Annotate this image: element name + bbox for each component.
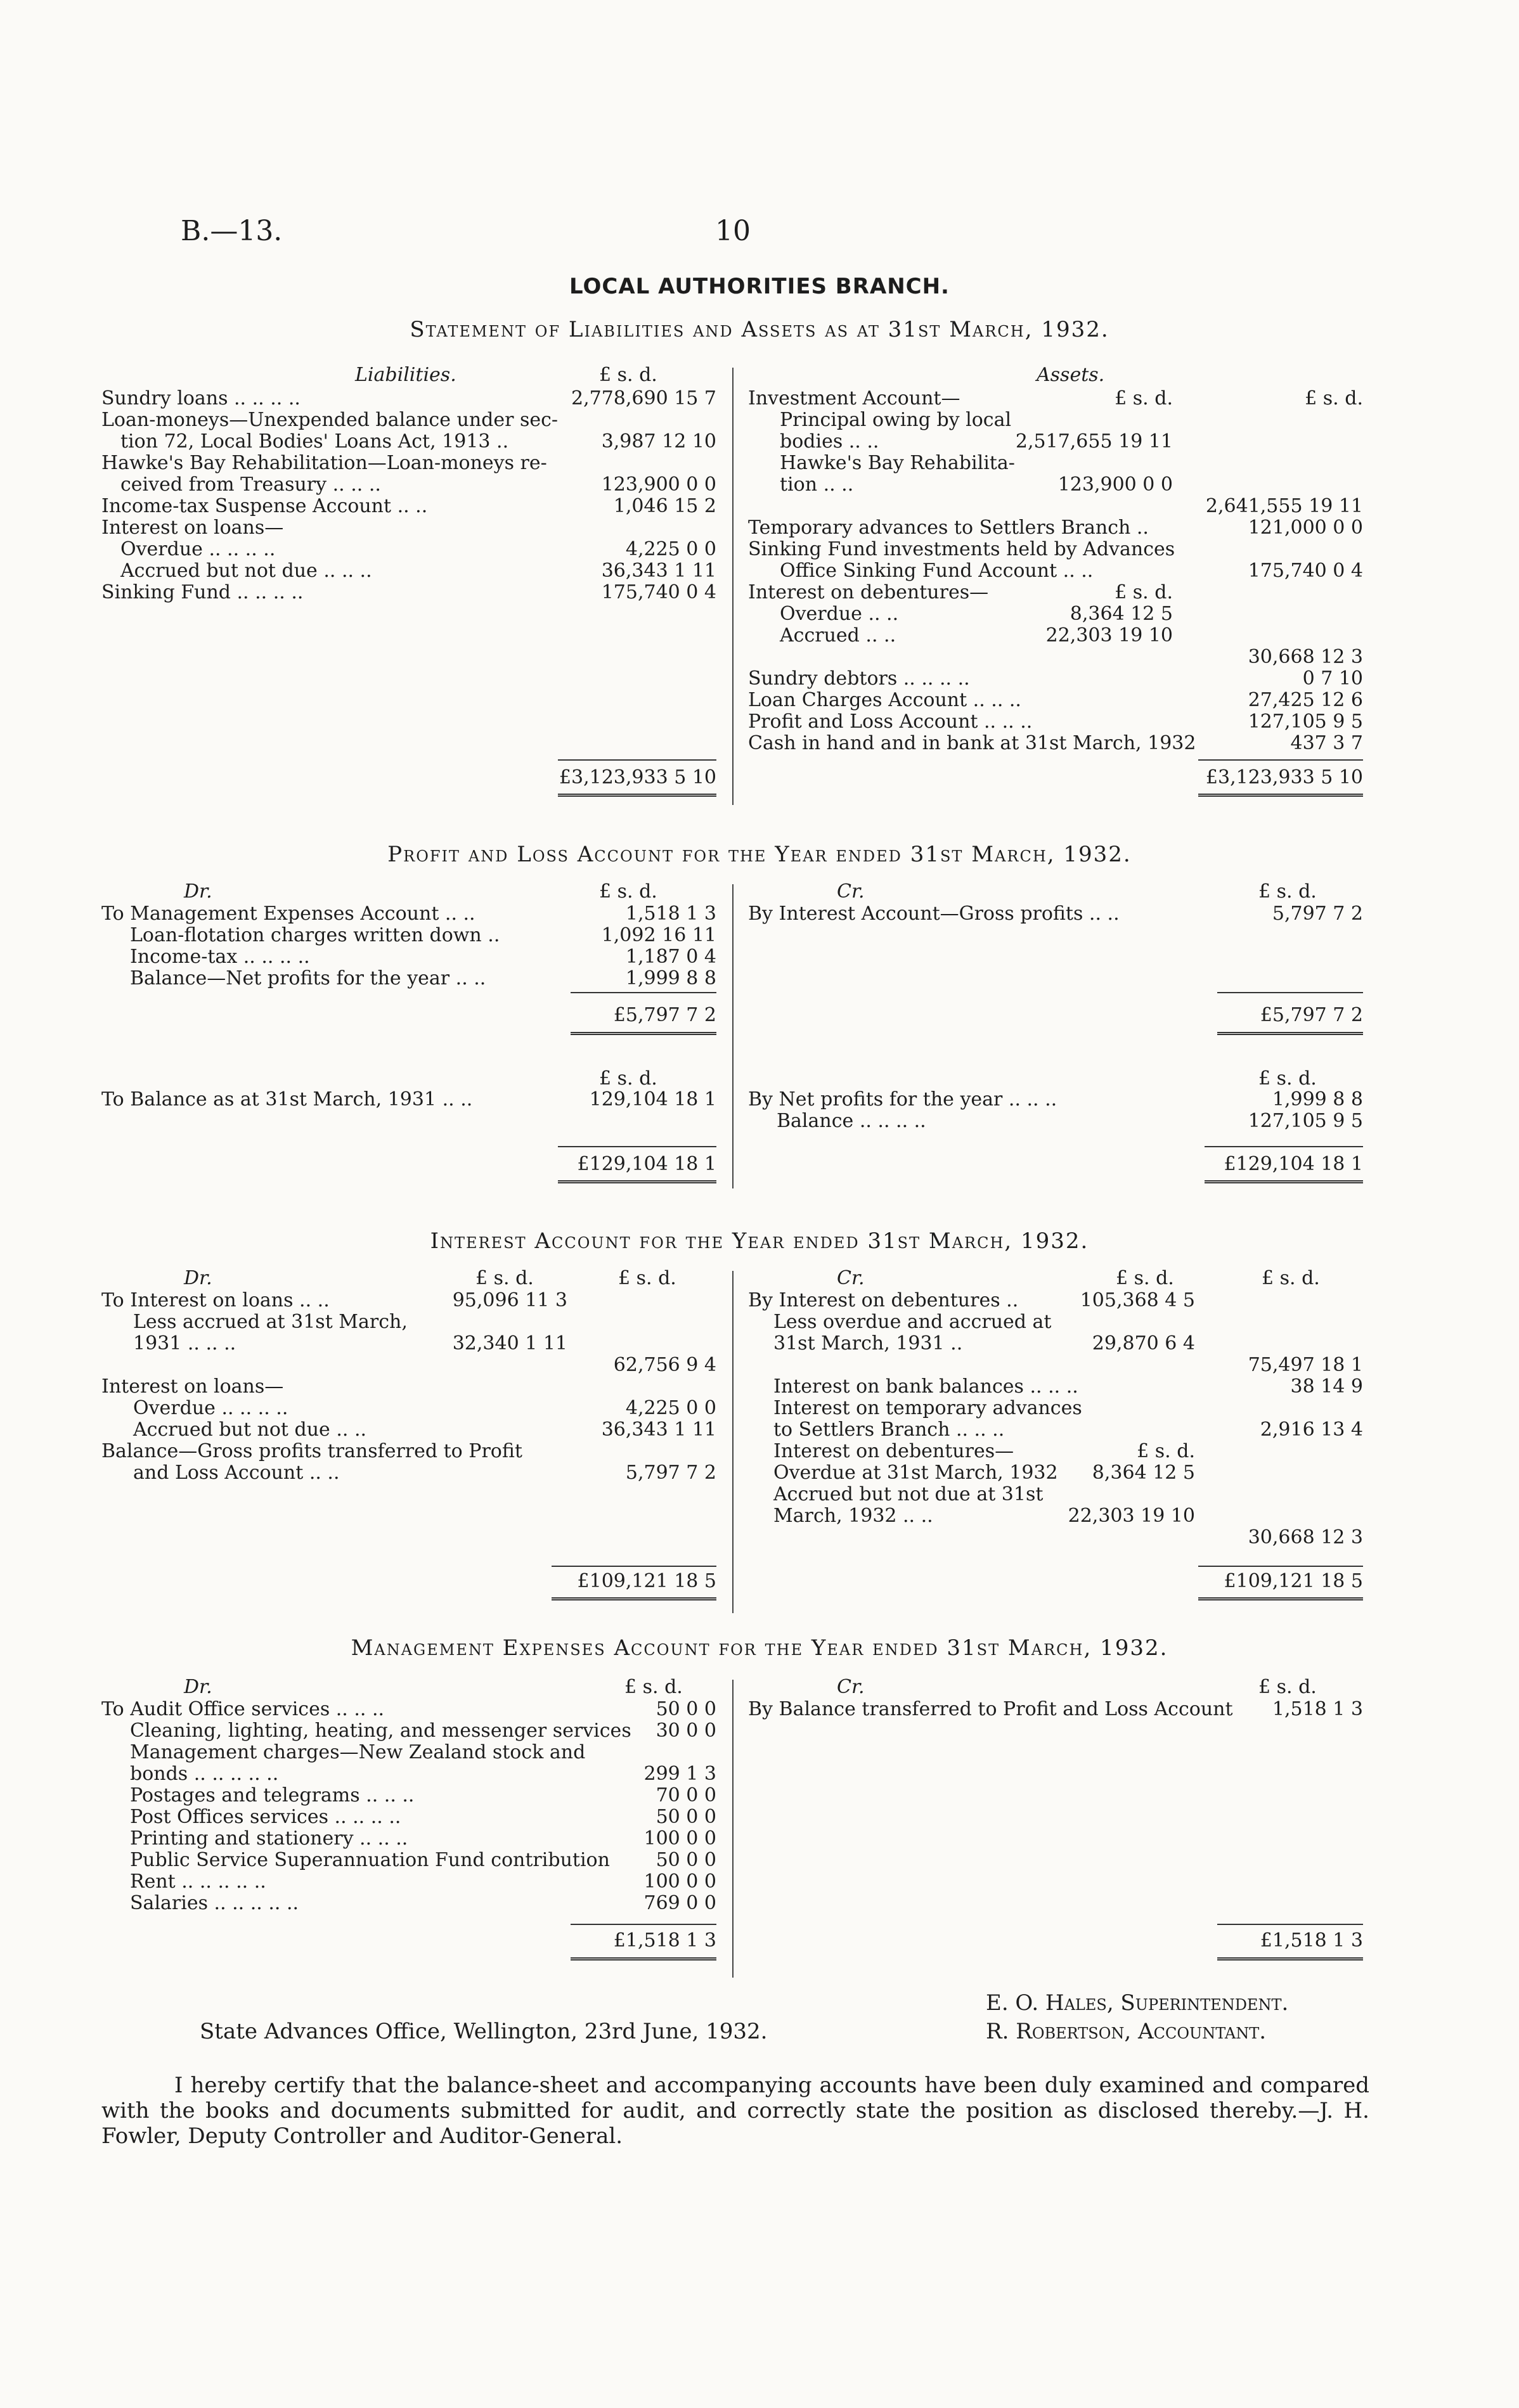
row-amount: 62,756 9 4 <box>613 1354 716 1376</box>
mgmt-total-left: £1,518 1 3 <box>613 1929 716 1952</box>
row-amount: 100 0 0 <box>643 1827 716 1850</box>
row-label: Balance—Net profits for the year .. .. <box>130 967 486 989</box>
row-amount: 50 0 0 <box>656 1849 716 1871</box>
rule <box>1205 1180 1363 1183</box>
ledger-row <box>748 733 1363 754</box>
row-label: Loan Charges Account .. .. .. <box>748 689 1021 711</box>
interest-divider <box>732 1271 734 1613</box>
statement-title: Statement of Liabilities and Assets as at 31st March, 1932. <box>410 317 1109 342</box>
ledger-row <box>101 1419 716 1441</box>
ledger-row <box>101 1763 716 1785</box>
mgmt-lsd-left: £ s. d. <box>624 1676 683 1698</box>
row-label: 1931 .. .. .. <box>133 1332 236 1355</box>
ledger-row <box>748 1311 1363 1333</box>
row-label: Public Service Superannuation Fund contribution <box>130 1849 610 1871</box>
row-label: Printing and stationery .. .. .. <box>130 1827 408 1850</box>
row-label: Profit and Loss Account .. .. .. <box>748 711 1033 733</box>
row-amount: 769 0 0 <box>643 1892 716 1914</box>
ledger-row <box>748 496 1363 517</box>
row-label: To Balance as at 31st March, 1931 .. .. <box>101 1088 473 1111</box>
ledger-row <box>101 946 716 968</box>
statement-divider <box>732 368 734 805</box>
pl-total-right: £5,797 7 2 <box>1260 1004 1363 1026</box>
ledger-row <box>101 1785 716 1806</box>
row-label: Interest on debentures— <box>773 1440 1014 1462</box>
row-label: To Interest on loans .. .. <box>101 1289 330 1311</box>
row-label: Hawke's Bay Rehabilita- <box>780 452 1015 474</box>
row-amount: 127,105 9 5 <box>1248 711 1363 733</box>
row-label: Balance—Gross profits transferred to Profit <box>101 1440 522 1462</box>
row-label: tion 72, Local Bodies' Loans Act, 1913 .. <box>120 430 509 453</box>
ledger-row <box>101 1398 716 1419</box>
pl2-total-left: £129,104 18 1 <box>577 1153 716 1175</box>
pl-divider <box>732 884 734 1188</box>
rule <box>558 759 716 761</box>
row-amount: 1,999 8 8 <box>625 967 716 989</box>
ledger-row <box>748 388 1363 409</box>
row-amount: 127,105 9 5 <box>1248 1110 1363 1132</box>
ledger-row <box>101 1742 716 1763</box>
row-label: Overdue .. .. <box>780 603 899 625</box>
ledger-row <box>101 539 716 560</box>
row-label: Accrued but not due .. .. <box>133 1419 367 1441</box>
pl-title: Profit and Loss Account for the Year ended 31st March, 1932. <box>387 842 1132 867</box>
row-amount: 1,999 8 8 <box>1272 1088 1363 1111</box>
row-subtotal: 2,517,655 19 11 <box>1015 430 1173 453</box>
ledger-row <box>748 1398 1363 1419</box>
row-label: March, 1932 .. .. <box>773 1505 933 1527</box>
office-date: State Advances Office, Wellington, 23rd June, 1932. <box>200 2019 768 2044</box>
row-amount: 100 0 0 <box>643 1870 716 1893</box>
audit-certificate: I hereby certify that the balance-sheet and accompanying accounts have been duly examined and compared with the books and documents submitted for audit, and correctly state the position as disclosed thereby.—J. H. Fowler, Deputy Controller and Auditor-General. <box>101 2073 1369 2149</box>
ledger-row <box>748 1355 1363 1376</box>
ledger-row <box>101 1720 716 1742</box>
ledger-row <box>748 668 1363 690</box>
interest-lsd-c: £ s. d. <box>1116 1267 1174 1289</box>
rule <box>1217 1924 1363 1925</box>
ledger-row <box>748 1376 1363 1398</box>
row-amount: 36,343 1 11 <box>601 1419 716 1441</box>
row-amount: 123,900 0 0 <box>601 473 716 496</box>
interest-lsd-d: £ s. d. <box>1262 1267 1320 1289</box>
ledger-row <box>101 474 716 496</box>
pl2-total-right: £129,104 18 1 <box>1224 1153 1363 1175</box>
row-label: Sinking Fund .. .. .. .. <box>101 581 304 603</box>
row-subtotal: £ s. d. <box>1115 581 1173 603</box>
rule <box>1217 1032 1363 1035</box>
ledger-row <box>101 1462 716 1484</box>
liabilities-heading: Liabilities. <box>355 364 456 386</box>
pl-lsd-right: £ s. d. <box>1258 880 1317 903</box>
ledger-row <box>101 1699 716 1720</box>
row-subtotal: 22,303 19 10 <box>1045 624 1173 647</box>
row-amount: 5,797 7 2 <box>1272 903 1363 925</box>
row-label: Management charges—New Zealand stock and <box>130 1741 586 1763</box>
ledger-row <box>101 1893 716 1914</box>
row-label: By Balance transferred to Profit and Loss Account <box>748 1698 1233 1720</box>
row-label: Accrued but not due .. .. .. <box>120 560 372 582</box>
ledger-row <box>748 625 1363 647</box>
rule <box>571 992 716 993</box>
mgmt-dr: Dr. <box>184 1676 212 1698</box>
rule <box>558 794 716 797</box>
rule <box>571 1032 716 1035</box>
row-amount: 30 0 0 <box>656 1720 716 1742</box>
ledger-row <box>748 453 1363 474</box>
row-amount: 50 0 0 <box>656 1806 716 1828</box>
interest-total-right: £109,121 18 5 <box>1224 1570 1363 1592</box>
row-label: Interest on bank balances .. .. .. <box>773 1375 1078 1398</box>
ledger-row <box>748 711 1363 733</box>
row-label: By Net profits for the year .. .. .. <box>748 1088 1057 1111</box>
rule <box>1198 1566 1363 1567</box>
mgmt-lsd-right: £ s. d. <box>1258 1676 1317 1698</box>
row-amount: 129,104 18 1 <box>589 1088 716 1111</box>
row-label: Hawke's Bay Rehabilitation—Loan-moneys re- <box>101 452 547 474</box>
row-amount: 30,668 12 3 <box>1248 1526 1363 1548</box>
signature-accountant: R. Robertson, Accountant. <box>986 2019 1267 2044</box>
interest-lsd-a: £ s. d. <box>475 1267 534 1289</box>
row-label: Less overdue and accrued at <box>773 1311 1052 1333</box>
assets-heading: Assets. <box>1037 364 1105 386</box>
ledger-row <box>101 1311 716 1333</box>
ledger-row <box>748 690 1363 711</box>
liabilities-total: £3,123,933 5 10 <box>559 766 716 789</box>
ledger-row <box>748 431 1363 453</box>
row-label: Cash in hand and in bank at 31st March, 1932 <box>748 732 1196 754</box>
row-label: bodies .. .. <box>780 430 879 453</box>
row-label: To Audit Office services .. .. .. <box>101 1698 385 1720</box>
row-label: By Interest Account—Gross profits .. .. <box>748 903 1120 925</box>
row-label: Interest on debentures— <box>748 581 989 603</box>
ledger-row <box>748 409 1363 431</box>
ledger-row <box>101 1355 716 1376</box>
ledger-row <box>101 1871 716 1893</box>
rule <box>552 1597 716 1600</box>
row-amount: 1,187 0 4 <box>625 946 716 968</box>
rule <box>571 1924 716 1925</box>
ledger-row <box>748 1527 1363 1548</box>
row-subtotal: 105,368 4 5 <box>1080 1289 1195 1311</box>
row-amount: 1,518 1 3 <box>625 903 716 925</box>
row-amount: 38 14 9 <box>1290 1375 1363 1398</box>
ledger-row <box>101 1850 716 1871</box>
row-label: Sinking Fund investments held by Advances <box>748 538 1175 560</box>
ledger-row <box>101 517 716 539</box>
ledger-row <box>748 1089 1363 1111</box>
row-amount: 2,778,690 15 7 <box>571 387 716 409</box>
row-label: bonds .. .. .. .. .. <box>130 1763 279 1785</box>
mgmt-divider <box>732 1680 734 1978</box>
row-amount: 4,225 0 0 <box>625 1397 716 1419</box>
row-amount: £ s. d. <box>1305 387 1363 409</box>
row-amount: 437 3 7 <box>1290 732 1363 754</box>
row-amount: 27,425 12 6 <box>1248 689 1363 711</box>
row-label: Income-tax .. .. .. .. <box>130 946 310 968</box>
ledger-row <box>748 1699 1363 1720</box>
row-subtotal: 123,900 0 0 <box>1057 473 1173 496</box>
ledger-row <box>101 1290 716 1311</box>
interest-cr: Cr. <box>837 1267 865 1289</box>
ledger-row <box>748 560 1363 582</box>
row-label: Less accrued at 31st March, <box>133 1311 408 1333</box>
row-label: and Loss Account .. .. <box>133 1462 340 1484</box>
rule <box>558 1146 716 1147</box>
ledger-row <box>101 388 716 409</box>
assets-total: £3,123,933 5 10 <box>1205 766 1363 789</box>
row-label: Accrued .. .. <box>780 624 896 647</box>
row-amount: 4,225 0 0 <box>625 538 716 560</box>
pl2-lsd-left: £ s. d. <box>599 1067 657 1090</box>
rule <box>571 1957 716 1961</box>
ledger-row <box>101 431 716 453</box>
row-amount: 30,668 12 3 <box>1248 646 1363 668</box>
row-label: By Interest on debentures .. <box>748 1289 1019 1311</box>
mgmt-title: Management Expenses Account for the Year ended 31st March, 1932. <box>351 1635 1168 1661</box>
ledger-row <box>101 453 716 474</box>
row-subtotal: 8,364 12 5 <box>1070 603 1173 625</box>
row-subtotal: 29,870 6 4 <box>1092 1332 1195 1355</box>
ledger-row <box>748 1484 1363 1505</box>
ledger-row <box>748 1290 1363 1311</box>
row-subtotal: 22,303 19 10 <box>1068 1505 1195 1527</box>
ledger-row <box>748 603 1363 625</box>
row-label: To Management Expenses Account .. .. <box>101 903 475 925</box>
row-label: Post Offices services .. .. .. .. <box>130 1806 401 1828</box>
ledger-row <box>101 903 716 925</box>
row-amount: 1,092 16 11 <box>601 924 716 946</box>
row-label: Accrued but not due at 31st <box>773 1483 1044 1505</box>
mgmt-total-right: £1,518 1 3 <box>1260 1929 1363 1952</box>
pl-total-left: £5,797 7 2 <box>613 1004 716 1026</box>
rule <box>1198 759 1363 761</box>
row-amount: 1,046 15 2 <box>613 495 716 517</box>
ledger-row <box>748 1462 1363 1484</box>
pl-cr: Cr. <box>837 880 865 903</box>
ledger-row <box>748 1333 1363 1355</box>
ledger-row <box>748 1111 1363 1132</box>
ledger-row <box>101 1806 716 1828</box>
row-amount: 121,000 0 0 <box>1248 517 1363 539</box>
pl-lsd-left: £ s. d. <box>599 880 657 903</box>
ledger-row <box>748 1505 1363 1527</box>
row-subtotal: £ s. d. <box>1115 387 1173 409</box>
row-label: tion .. .. <box>780 473 854 496</box>
ledger-row <box>101 1333 716 1355</box>
ledger-row <box>748 517 1363 539</box>
ledger-row <box>748 903 1363 925</box>
interest-lsd-b: £ s. d. <box>618 1267 676 1289</box>
ledger-row <box>101 1828 716 1850</box>
rule <box>558 1180 716 1183</box>
ledger-row <box>748 582 1363 603</box>
rule <box>1217 992 1363 993</box>
ledger-row <box>101 496 716 517</box>
row-amount: 75,497 18 1 <box>1248 1354 1363 1376</box>
page-reference: B.—13. <box>181 215 283 247</box>
interest-total-left: £109,121 18 5 <box>577 1570 716 1592</box>
row-label: Loan-flotation charges written down .. <box>130 924 500 946</box>
row-subtotal: £ s. d. <box>1137 1440 1195 1462</box>
row-label: Sundry loans .. .. .. .. <box>101 387 301 409</box>
row-label: Interest on temporary advances <box>773 1397 1082 1419</box>
page-number: 10 <box>715 215 751 247</box>
ledger-row <box>101 925 716 946</box>
row-amount: 2,916 13 4 <box>1260 1419 1363 1441</box>
row-label: Overdue .. .. .. .. <box>133 1397 288 1419</box>
row-label: ceived from Treasury .. .. .. <box>120 473 381 496</box>
ledger-row <box>101 1376 716 1398</box>
row-label: Sundry debtors .. .. .. .. <box>748 667 970 690</box>
row-amount: 70 0 0 <box>656 1784 716 1806</box>
ledger-row <box>101 409 716 431</box>
ledger-row <box>101 1089 716 1111</box>
row-subtotal: 95,096 11 3 <box>452 1289 567 1311</box>
row-amount: 50 0 0 <box>656 1698 716 1720</box>
interest-title: Interest Account for the Year ended 31st March, 1932. <box>430 1228 1089 1254</box>
row-label: Interest on loans— <box>101 517 284 539</box>
row-label: 31st March, 1931 .. <box>773 1332 963 1355</box>
row-amount: 5,797 7 2 <box>625 1462 716 1484</box>
row-amount: 299 1 3 <box>643 1763 716 1785</box>
branch-title: LOCAL AUTHORITIES BRANCH. <box>569 274 950 299</box>
rule <box>1198 794 1363 797</box>
ledger-row <box>748 1419 1363 1441</box>
row-amount: 36,343 1 11 <box>601 560 716 582</box>
ledger-row <box>748 474 1363 496</box>
interest-dr: Dr. <box>184 1267 212 1289</box>
row-amount: 3,987 12 10 <box>601 430 716 453</box>
liabilities-lsd: £ s. d. <box>599 364 657 386</box>
row-label: Principal owing by local <box>780 409 1012 431</box>
ledger-row <box>101 1441 716 1462</box>
mgmt-cr: Cr. <box>837 1676 865 1698</box>
rule <box>1198 1597 1363 1600</box>
row-label: Loan-moneys—Unexpended balance under sec- <box>101 409 559 431</box>
row-amount: 0 7 10 <box>1302 667 1363 690</box>
rule <box>552 1566 716 1567</box>
row-label: Overdue .. .. .. .. <box>120 538 276 560</box>
ledger-row <box>101 968 716 989</box>
row-label: Investment Account— <box>748 387 960 409</box>
row-label: Office Sinking Fund Account .. .. <box>780 560 1094 582</box>
ledger-row <box>101 560 716 582</box>
row-amount: 175,740 0 4 <box>1248 560 1363 582</box>
row-subtotal: 32,340 1 11 <box>452 1332 567 1355</box>
row-amount: 175,740 0 4 <box>601 581 716 603</box>
row-label: Interest on loans— <box>101 1375 284 1398</box>
row-label: Income-tax Suspense Account .. .. <box>101 495 428 517</box>
row-label: Postages and telegrams .. .. .. <box>130 1784 415 1806</box>
signature-superintendent: E. O. Hales, Superintendent. <box>986 1990 1289 2016</box>
rule <box>1217 1957 1363 1961</box>
row-label: Balance .. .. .. .. <box>777 1110 926 1132</box>
row-amount: 1,518 1 3 <box>1272 1698 1363 1720</box>
row-label: Overdue at 31st March, 1932 <box>773 1462 1058 1484</box>
ledger-row <box>748 647 1363 668</box>
row-subtotal: 8,364 12 5 <box>1092 1462 1195 1484</box>
row-label: Salaries .. .. .. .. .. <box>130 1892 299 1914</box>
row-label: Cleaning, lighting, heating, and messenger services <box>130 1720 631 1742</box>
pl-dr: Dr. <box>184 880 212 903</box>
rule <box>1205 1146 1363 1147</box>
row-label: Rent .. .. .. .. .. <box>130 1870 266 1893</box>
ledger-row <box>748 539 1363 560</box>
ledger-row <box>101 582 716 603</box>
row-label: Temporary advances to Settlers Branch .. <box>748 517 1149 539</box>
pl2-lsd-right: £ s. d. <box>1258 1067 1317 1090</box>
row-label: to Settlers Branch .. .. .. <box>773 1419 1005 1441</box>
ledger-row <box>748 1441 1363 1462</box>
row-amount: 2,641,555 19 11 <box>1205 495 1363 517</box>
